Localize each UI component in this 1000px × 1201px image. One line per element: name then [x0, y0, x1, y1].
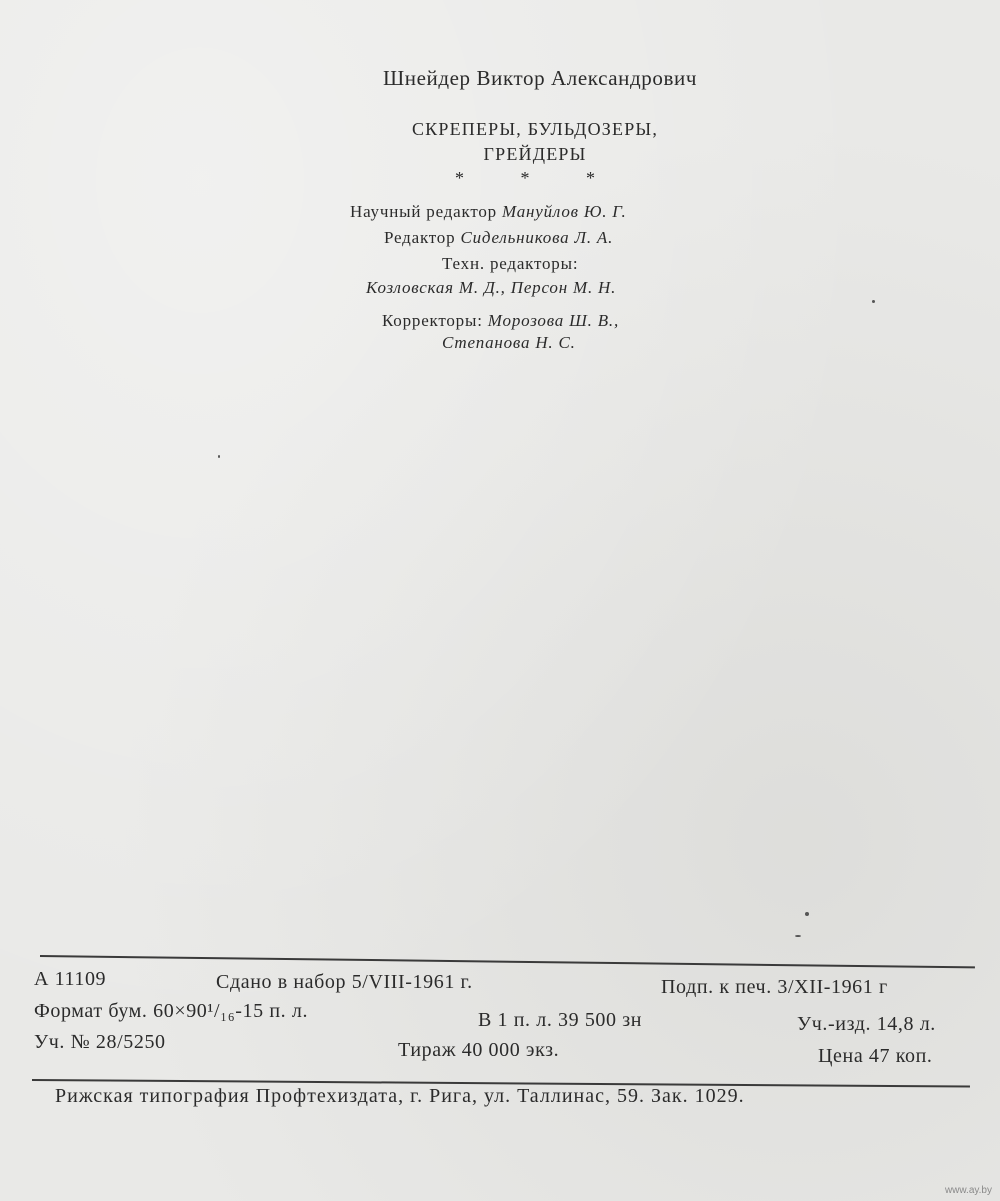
book-title — [370, 117, 700, 167]
tech-editors-label: Техн. редакторы: — [442, 254, 579, 273]
proofreaders-credit — [382, 311, 619, 331]
editor-label: Редактор — [384, 228, 456, 247]
chars-per-sheet: В 1 п. л. 39 500 зн — [478, 1009, 643, 1031]
scientific-editor-label: Научный редактор — [350, 202, 497, 221]
book-title-line1: СКРЕПЕРЫ, БУЛЬДОЗЕРЫ, — [411, 119, 659, 139]
paper-speck — [872, 300, 875, 303]
signed-date: Подп. к печ. 3/XII-1961 г — [661, 976, 888, 998]
proofreaders-label: Корректоры: — [382, 311, 483, 330]
price: Цена 47 коп. — [818, 1045, 933, 1067]
paper-speck — [805, 912, 809, 916]
printer-info: Рижская типография Профтехиздата, г. Рига, ул. Таллинас, 59. Зак. 1029. — [55, 1085, 745, 1107]
order-code: А 11109 — [34, 968, 107, 990]
book-title-line2: ГРЕЙДЕРЫ — [483, 144, 587, 164]
paper-format: Формат бум. 60×90¹/₁₆-15 п. л. — [34, 1000, 309, 1022]
scientific-editor-name: Мануйлов Ю. Г. — [502, 202, 627, 221]
author-name: Шнейдер Виктор Александрович — [382, 66, 698, 90]
editor-name: Сидельникова Л. А. — [460, 228, 614, 247]
registration-number: Уч. № 28/5250 — [34, 1031, 166, 1053]
paper-speck — [795, 935, 801, 937]
scientific-editor-credit — [350, 202, 627, 222]
editor-credit — [384, 228, 613, 248]
typeset-date: Сдано в набор 5/VIII-1961 г. — [216, 971, 473, 993]
proofreader-1: Морозова Ш. В., — [487, 311, 620, 330]
paper-speck — [218, 455, 220, 458]
separator-stars: * * * — [455, 168, 621, 188]
watermark: www.ay.by — [944, 1185, 992, 1196]
proofreader-2: Степанова Н. С. — [442, 333, 576, 352]
publisher-sheets: Уч.-изд. 14,8 л. — [797, 1013, 936, 1035]
imprint-top-rule — [40, 955, 975, 968]
tech-editors-names: Козловская М. Д., Персон М. Н. — [366, 278, 617, 297]
print-run: Тираж 40 000 экз. — [398, 1039, 560, 1061]
